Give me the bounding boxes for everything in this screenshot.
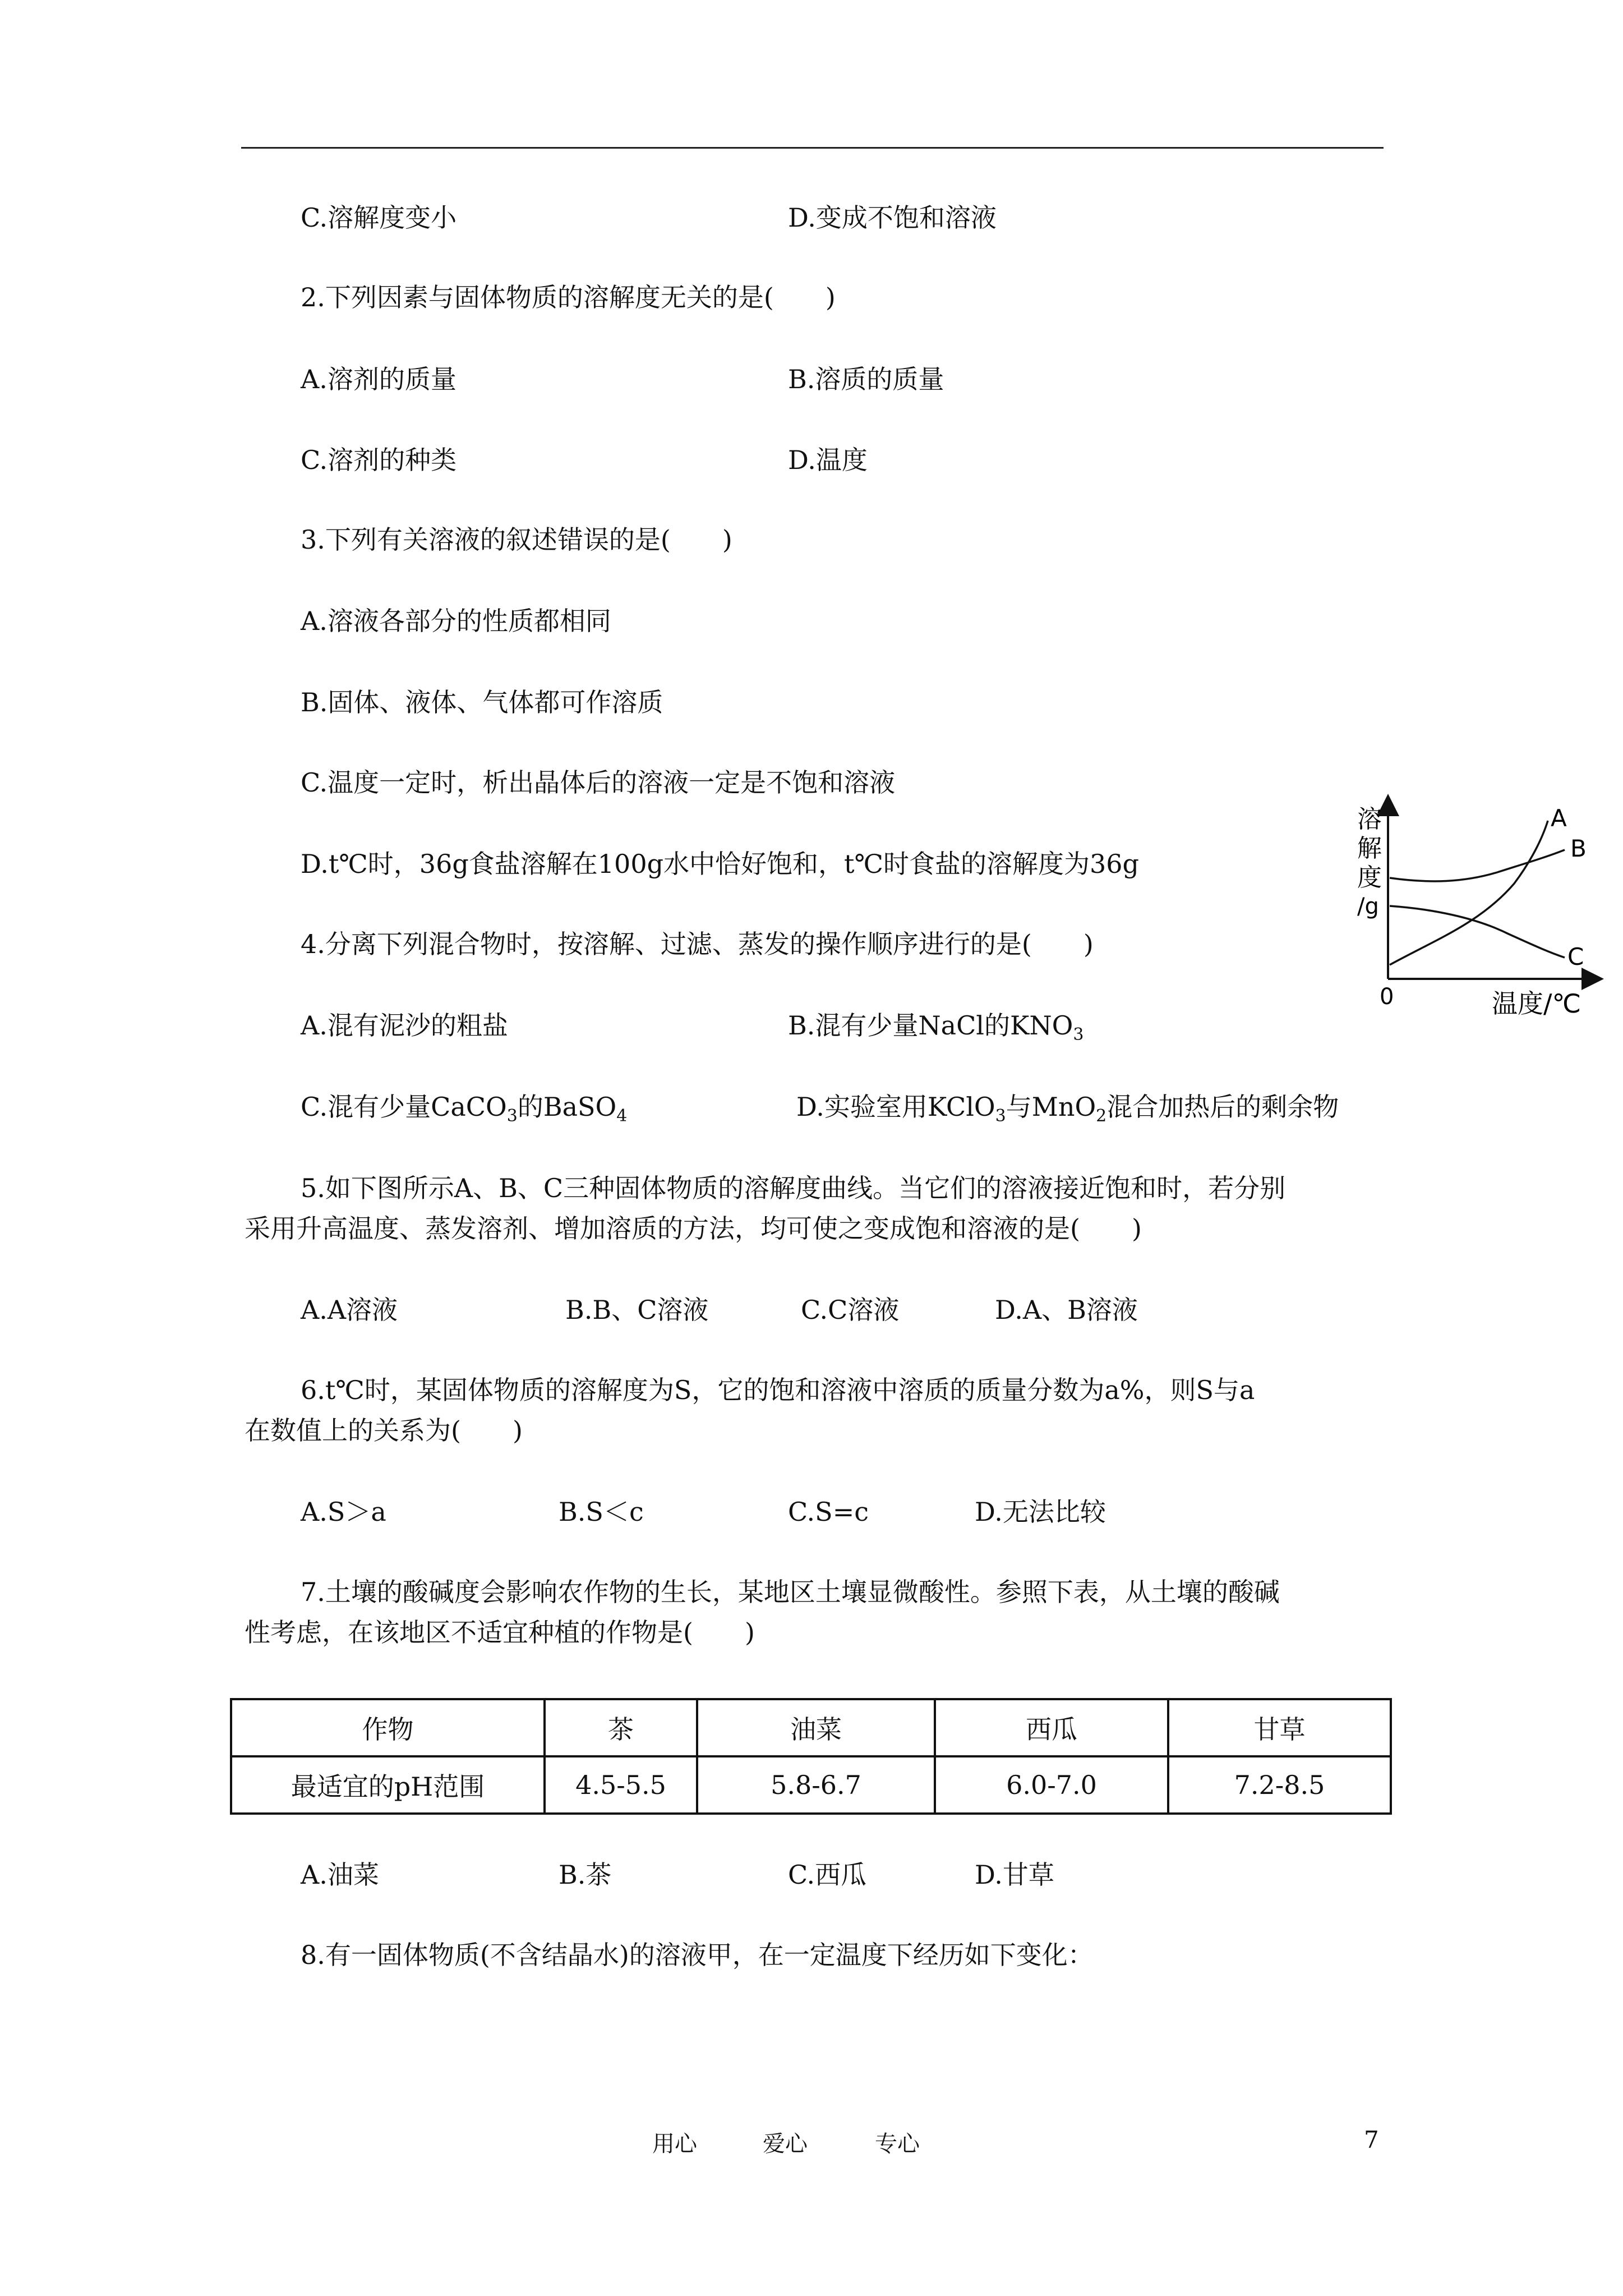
- q3-stem: 3.下列有关溶液的叙述错误的是( ): [301, 524, 732, 555]
- table-cell: 5.8-6.7: [697, 1756, 935, 1814]
- table-cell: 甘草: [1168, 1699, 1391, 1756]
- curve-label-b: B: [1570, 835, 1587, 862]
- q3-option-c: C.温度一定时，析出晶体后的溶液一定是不饱和溶液: [301, 767, 896, 798]
- q6-option-b: B.S＜c: [559, 1497, 644, 1527]
- q2-option-a: A.溶剂的质量: [301, 364, 457, 394]
- table-cell: 西瓜: [935, 1699, 1168, 1756]
- q3-option-d: D.t℃时，36g食盐溶解在100g水中恰好饱和，t℃时食盐的溶解度为36g: [301, 849, 1139, 879]
- table-row: [231, 1756, 1391, 1814]
- footer-text: 专心: [875, 2131, 920, 2157]
- q4-option-b: B.混有少量NaCl的$KNO_3$: [788, 1010, 1084, 1045]
- q6-option-a: A.S＞a: [301, 1497, 386, 1527]
- y-label-char: 度: [1357, 863, 1382, 892]
- q6-option-c: C.S=c: [788, 1497, 869, 1527]
- q7-option-c: C.西瓜: [788, 1860, 867, 1890]
- q6-stem-line1: 6.t℃时，某固体物质的溶解度为S，它的饱和溶液中溶质的质量分数为a%，则S与a: [301, 1375, 1255, 1405]
- table-cell: 4.5-5.5: [545, 1756, 697, 1814]
- q5-stem-line2: 采用升高温度、蒸发溶剂、增加溶质的方法，均可使之变成饱和溶液的是( ): [245, 1213, 1142, 1244]
- q2-option-d: D.温度: [788, 445, 868, 475]
- q7-stem-line1: 7.土壤的酸碱度会影响农作物的生长，某地区土壤显微酸性。参照下表，从土壤的酸碱: [301, 1577, 1280, 1607]
- page-number: 7: [1364, 2126, 1379, 2154]
- q4-option-a: A.混有泥沙的粗盐: [301, 1010, 508, 1041]
- curve-b: [1390, 850, 1565, 881]
- footer-text: 爱心: [763, 2131, 808, 2157]
- q4-option-c: C.混有少量CaCO$_3$的BaSO$_4$: [301, 1092, 628, 1126]
- q7-option-d: D.甘草: [975, 1860, 1054, 1890]
- table-cell: 茶: [545, 1699, 697, 1756]
- curve-label-a: A: [1551, 804, 1567, 832]
- ph-table: [230, 1698, 1392, 1815]
- table-cell: 作物: [231, 1699, 545, 1756]
- q5-option-d: D.A、B溶液: [995, 1295, 1138, 1325]
- q5-stem-line1: 5.如下图所示A、B、C三种固体物质的溶解度曲线。当它们的溶液接近饱和时，若分别: [301, 1173, 1286, 1203]
- curve-label-c: C: [1567, 943, 1584, 970]
- table-cell: 油菜: [697, 1699, 935, 1756]
- header-rule: [241, 147, 1384, 149]
- q6-stem-line2: 在数值上的关系为( ): [245, 1415, 523, 1446]
- table-cell: 最适宜的pH范围: [231, 1756, 545, 1814]
- q4-option-d: D.实验室用KClO$_3$与MnO$_2$混合加热后的剩余物: [796, 1092, 1339, 1126]
- q7-option-b: B.茶: [559, 1860, 612, 1890]
- q1-option-c: C.溶解度变小: [301, 203, 457, 233]
- q8-stem: 8.有一固体物质(不含结晶水)的溶液甲，在一定温度下经历如下变化：: [301, 1940, 1094, 1970]
- q5-option-c: C.C溶液: [801, 1295, 900, 1325]
- q2-option-b: B.溶质的质量: [788, 364, 944, 394]
- table-row: [231, 1699, 1391, 1756]
- q2-stem: 2.下列因素与固体物质的溶解度无关的是( ): [301, 282, 836, 312]
- y-label-char: /g: [1357, 894, 1379, 919]
- q2-option-c: C.溶剂的种类: [301, 445, 457, 475]
- q3-option-b: B.固体、液体、气体都可作溶质: [301, 687, 663, 717]
- footer-text: 用心: [652, 2131, 697, 2157]
- y-label-char: 解: [1357, 834, 1382, 863]
- q3-option-a: A.溶液各部分的性质都相同: [301, 606, 611, 636]
- q7-option-a: A.油菜: [301, 1860, 379, 1890]
- q5-option-b: B.B、C溶液: [565, 1295, 709, 1325]
- q1-option-d: D.变成不饱和溶液: [788, 203, 997, 233]
- q4-stem: 4.分离下列混合物时，按溶解、过滤、蒸发的操作顺序进行的是( ): [301, 929, 1094, 959]
- curve-c: [1390, 906, 1565, 958]
- table-cell: 7.2-8.5: [1168, 1756, 1391, 1814]
- solubility-curve-figure: [1340, 794, 1604, 1029]
- table-cell: 6.0-7.0: [935, 1756, 1168, 1814]
- q5-option-a: A.A溶液: [301, 1295, 398, 1325]
- curve-a: [1390, 821, 1548, 965]
- origin-label: 0: [1380, 984, 1394, 1010]
- q7-stem-line2: 性考虑，在该地区不适宜种植的作物是( ): [245, 1617, 755, 1648]
- q6-option-d: D.无法比较: [975, 1497, 1106, 1527]
- x-axis-label: 温度/℃: [1492, 988, 1581, 1019]
- y-label-char: 溶: [1357, 805, 1382, 834]
